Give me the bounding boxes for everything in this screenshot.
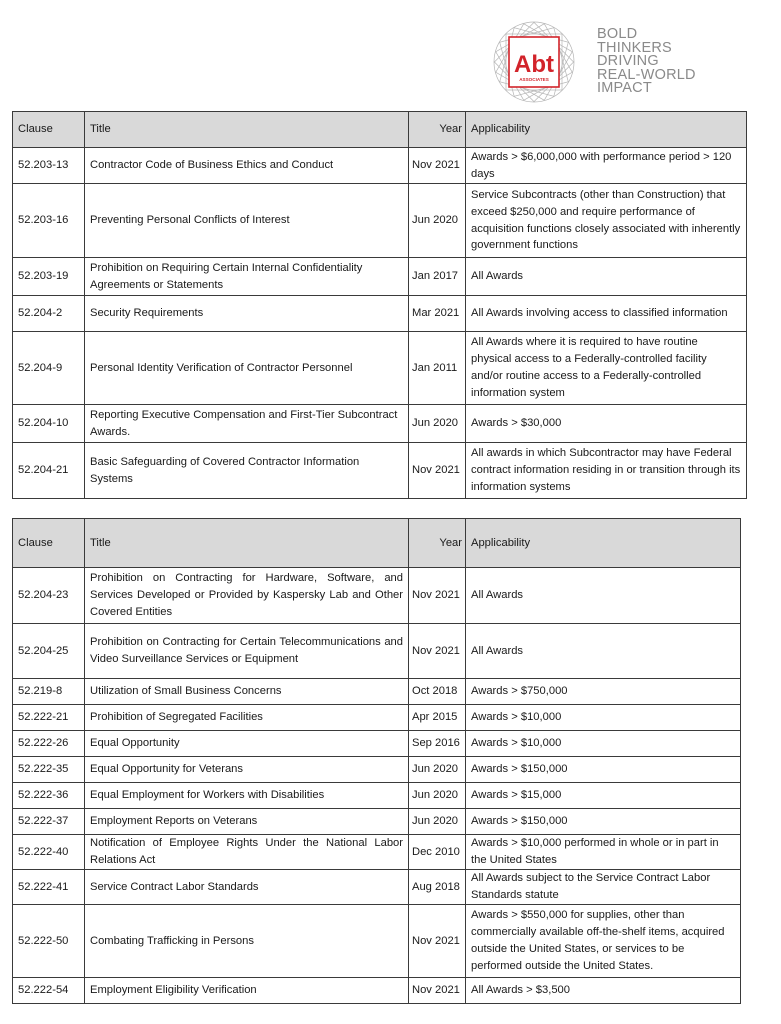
title-cell: Equal Opportunity for Veterans	[85, 757, 409, 783]
table-row	[13, 148, 747, 184]
applicability-cell: All Awards	[466, 258, 747, 296]
clause-cell: 52.204-9	[13, 332, 85, 405]
applicability-cell: Awards > $150,000	[466, 809, 741, 835]
year-cell: Aug 2018	[409, 870, 466, 905]
table-row	[13, 332, 747, 405]
header-applicability: Applicability	[466, 112, 747, 148]
year-cell: Nov 2021	[409, 148, 466, 184]
title-cell: Notification of Employee Rights Under the National Labor Relations Act	[85, 835, 409, 870]
logo-text: Abt	[514, 51, 554, 78]
table-row	[13, 905, 741, 978]
applicability-cell: All Awards subject to the Service Contract Labor Standards statute	[466, 870, 741, 905]
table-row	[13, 783, 741, 809]
table-row	[13, 870, 741, 905]
clause-cell: 52.204-23	[13, 568, 85, 624]
header-clause: Clause	[13, 112, 85, 148]
applicability-cell: Awards > $150,000	[466, 757, 741, 783]
applicability-cell: All Awards where it is required to have routine physical access to a Federally-controlled facility and/or routine access to a Federally-controlled information system	[466, 332, 747, 405]
header-year: Year	[409, 112, 466, 148]
title-cell: Basic Safeguarding of Covered Contractor Information Systems	[85, 443, 409, 499]
title-cell: Equal Employment for Workers with Disabilities	[85, 783, 409, 809]
header-title: Title	[85, 519, 409, 568]
clause-cell: 52.222-35	[13, 757, 85, 783]
clause-cell: 52.222-21	[13, 705, 85, 731]
applicability-cell: All Awards > $3,500	[466, 978, 741, 1004]
applicability-cell: All awards in which Subcontractor may have Federal contract information residing in or transition through its information systems	[466, 443, 747, 499]
year-cell: Jun 2020	[409, 757, 466, 783]
year-cell: Mar 2021	[409, 296, 466, 332]
title-cell: Prohibition of Segregated Facilities	[85, 705, 409, 731]
header-year: Year	[409, 519, 466, 568]
year-cell: Jan 2011	[409, 332, 466, 405]
applicability-cell: All Awards	[466, 568, 741, 624]
applicability-cell: Service Subcontracts (other than Construction) that exceed $250,000 and require performance of acquisition functions closely associated with inherently government functions	[466, 184, 747, 258]
title-cell: Prohibition on Requiring Certain Internal Confidentiality Agreements or Statements	[85, 258, 409, 296]
title-cell: Combating Trafficking in Persons	[85, 905, 409, 978]
clause-cell: 52.222-41	[13, 870, 85, 905]
clause-cell: 52.222-36	[13, 783, 85, 809]
applicability-cell: All Awards	[466, 624, 741, 679]
clause-cell: 52.222-26	[13, 731, 85, 757]
table-row	[13, 624, 741, 679]
table-header-row	[13, 112, 747, 148]
header-clause: Clause	[13, 519, 85, 568]
title-cell: Equal Opportunity	[85, 731, 409, 757]
header-title: Title	[85, 112, 409, 148]
table-row	[13, 184, 747, 258]
tagline-line: REAL-WORLD	[597, 66, 696, 83]
table-row	[13, 405, 747, 443]
clause-cell: 52.222-37	[13, 809, 85, 835]
table-row	[13, 835, 741, 870]
table-row	[13, 705, 741, 731]
year-cell: Jun 2020	[409, 405, 466, 443]
applicability-cell: Awards > $30,000	[466, 405, 747, 443]
year-cell: Nov 2021	[409, 978, 466, 1004]
table-row	[13, 568, 741, 624]
year-cell: Oct 2018	[409, 679, 466, 705]
year-cell: Jan 2017	[409, 258, 466, 296]
brand-tagline	[597, 28, 696, 96]
clause-cell: 52.203-19	[13, 258, 85, 296]
year-cell: Dec 2010	[409, 835, 466, 870]
table-row	[13, 757, 741, 783]
table-row	[13, 443, 747, 499]
clause-cell: 52.222-40	[13, 835, 85, 870]
applicability-cell: Awards > $10,000	[466, 705, 741, 731]
table-row	[13, 679, 741, 705]
table-row	[13, 731, 741, 757]
title-cell: Preventing Personal Conflicts of Interest	[85, 184, 409, 258]
title-cell: Prohibition on Contracting for Hardware, Software, and Services Developed or Provided by Kaspersky Lab and Other Covered Entities	[85, 568, 409, 624]
clauses-table-1	[12, 111, 747, 499]
title-cell: Personal Identity Verification of Contractor Personnel	[85, 332, 409, 405]
title-cell: Prohibition on Contracting for Certain Telecommunications and Video Surveillance Services or Equipment	[85, 624, 409, 679]
title-cell: Security Requirements	[85, 296, 409, 332]
table-row	[13, 809, 741, 835]
year-cell: Jun 2020	[409, 783, 466, 809]
applicability-cell: Awards > $10,000 performed in whole or in part in the United States	[466, 835, 741, 870]
clause-cell: 52.204-21	[13, 443, 85, 499]
tagline-line: BOLD	[597, 26, 638, 42]
title-cell: Employment Reports on Veterans	[85, 809, 409, 835]
table-header-row	[13, 519, 741, 568]
tagline-line: IMPACT	[597, 80, 652, 97]
applicability-cell: Awards > $15,000	[466, 783, 741, 809]
clause-cell: 52.204-10	[13, 405, 85, 443]
applicability-cell: Awards > $750,000	[466, 679, 741, 705]
table-row	[13, 258, 747, 296]
clause-cell: 52.222-50	[13, 905, 85, 978]
applicability-cell: Awards > $10,000	[466, 731, 741, 757]
abt-associates-logo	[486, 14, 582, 110]
title-cell: Utilization of Small Business Concerns	[85, 679, 409, 705]
year-cell: Nov 2021	[409, 905, 466, 978]
title-cell: Service Contract Labor Standards	[85, 870, 409, 905]
table-row	[13, 296, 747, 332]
clauses-table-2	[12, 518, 741, 1004]
clause-cell: 52.204-2	[13, 296, 85, 332]
clause-cell: 52.222-54	[13, 978, 85, 1004]
year-cell: Nov 2021	[409, 624, 466, 679]
clause-cell: 52.204-25	[13, 624, 85, 679]
title-cell: Reporting Executive Compensation and First-Tier Subcontract Awards.	[85, 405, 409, 443]
logo-subtext: ASSOCIATES	[519, 77, 549, 82]
applicability-cell: Awards > $6,000,000 with performance period > 120 days	[466, 148, 747, 184]
year-cell: Nov 2021	[409, 443, 466, 499]
title-cell: Contractor Code of Business Ethics and Conduct	[85, 148, 409, 184]
year-cell: Nov 2021	[409, 568, 466, 624]
year-cell: Apr 2015	[409, 705, 466, 731]
tagline-line: DRIVING	[597, 53, 659, 70]
year-cell: Jun 2020	[409, 184, 466, 258]
clause-cell: 52.219-8	[13, 679, 85, 705]
title-cell: Employment Eligibility Verification	[85, 978, 409, 1004]
clause-cell: 52.203-16	[13, 184, 85, 258]
applicability-cell: Awards > $550,000 for supplies, other than commercially available off-the-shelf items, acquired outside the United States, or services to be performed outside the United States.	[466, 905, 741, 978]
table-row	[13, 978, 741, 1004]
clause-cell: 52.203-13	[13, 148, 85, 184]
applicability-cell: All Awards involving access to classified information	[466, 296, 747, 332]
year-cell: Jun 2020	[409, 809, 466, 835]
header-applicability: Applicability	[466, 519, 741, 568]
tagline-line: THINKERS	[597, 39, 672, 56]
year-cell: Sep 2016	[409, 731, 466, 757]
